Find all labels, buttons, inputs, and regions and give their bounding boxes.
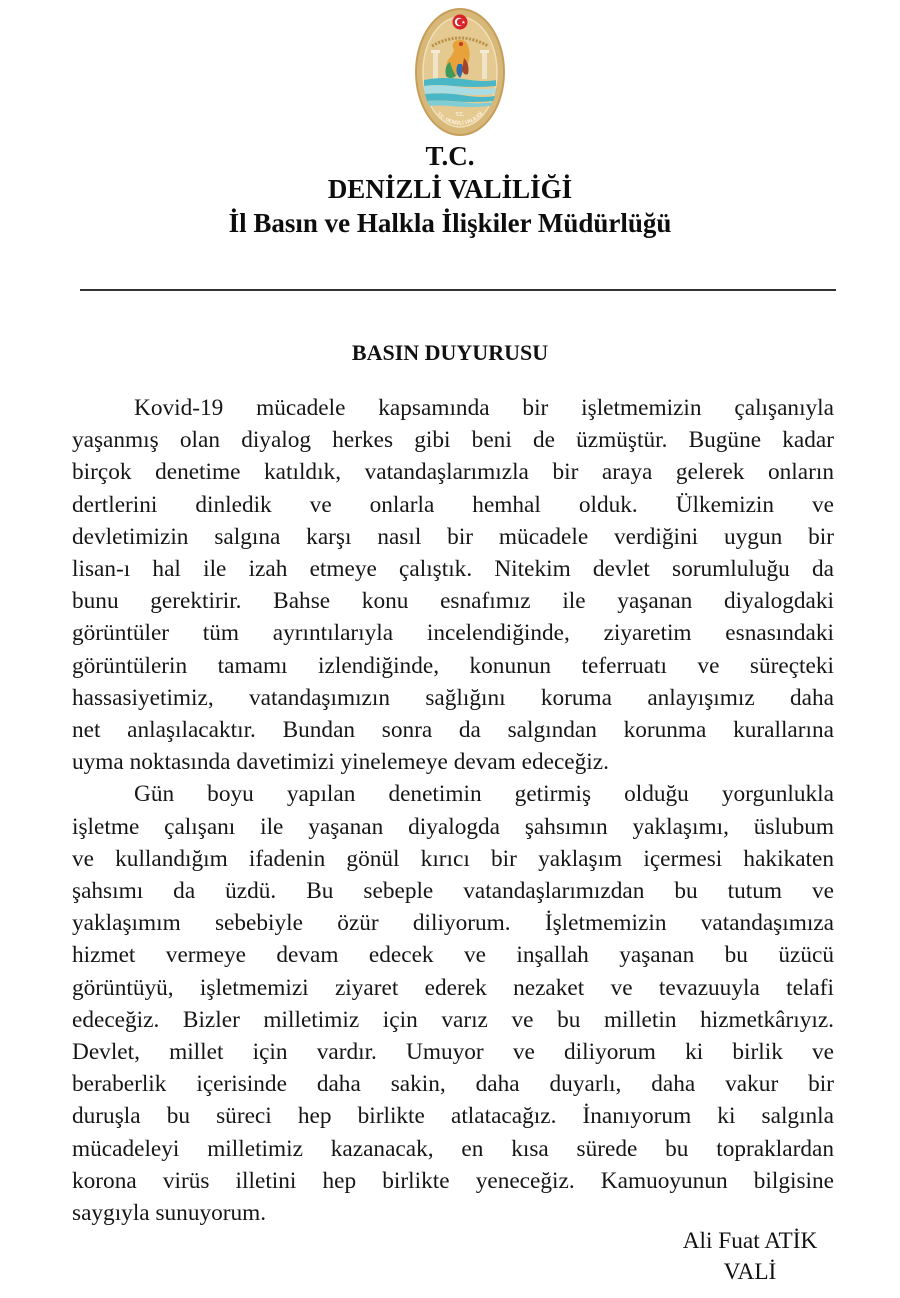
denizli-governorship-emblem <box>414 6 506 138</box>
text-line: Devlet, millet için vardır. Umuyor ve diliyorum ki birlik ve <box>72 1039 834 1066</box>
text-line: net anlaşılacaktır. Bundan sonra da salgından korunma kurallarına <box>72 717 834 744</box>
emblem-graphic <box>414 6 506 138</box>
text-line: yaklaşımım sebebiyle özür diliyorum. İşletmemizin vatandaşımıza <box>72 910 834 937</box>
signatory-name: Ali Fuat ATİK <box>682 1228 818 1254</box>
text-line: bunu gerektirir. Bahse konu esnafımız ile yaşanan diyalogdaki <box>72 588 834 615</box>
crescent-star-icon <box>453 15 468 30</box>
header-department: İl Basın ve Halkla İlişkiler Müdürlüğü <box>228 208 672 238</box>
document-body <box>72 392 834 1229</box>
document-title: BASIN DUYURUSU <box>351 340 549 365</box>
text-line: devletimizin salgına karşı nasıl bir mücadele verdiğini uygun bir <box>72 523 834 550</box>
text-line: Kovid-19 mücadele kapsamında bir işletmemizin çalışanıyla <box>134 395 834 421</box>
text-line: birçok denetime katıldık, vatandaşlarımızla bir araya gelerek onların <box>72 459 834 486</box>
text-line: edeceğiz. Bizler milletimiz için varız ve bu milletin hizmetkârıyız. <box>72 1006 834 1033</box>
text-line: yaşanmış olan diyalog herkes gibi beni de üzmüştür. Bugüne kadar <box>72 427 834 454</box>
emblem-tc-text: T.C. <box>455 112 465 118</box>
text-line: beraberlik içerisinde daha sakin, daha duyarlı, daha vakur bir <box>72 1071 834 1098</box>
text-line: mücadeleyi milletimiz kazanacak, en kısa sürede bu topraklardan <box>72 1135 834 1162</box>
signatory-title: VALİ <box>723 1259 777 1285</box>
emblem-ring-text: T.C. DENİZLİ VALİLİĞİ <box>435 111 485 127</box>
text-line: görüntülerin tamamı izlendiğinde, konunun teferruatı ve süreçteki <box>72 652 834 679</box>
paragraph-1 <box>72 392 834 778</box>
signature-block <box>640 1226 860 1288</box>
text-line: görüntüyü, işletmemizi ziyaret ederek nezaket ve tevazuuyla telafi <box>72 974 834 1001</box>
text-line: lisan-ı hal ile izah etmeye çalıştık. Nitekim devlet sorumluluğu da <box>72 556 834 583</box>
header-tc: T.C. <box>425 141 475 171</box>
text-line: korona virüs illetini hep birlikte yeneceğiz. Kamuoyunun bilgisine <box>72 1167 834 1194</box>
text-line: uyma noktasında davetimizi yinelemeye devam edeceğiz. <box>72 749 609 776</box>
text-line: hizmet vermeye devam edecek ve inşallah yaşanan bu üzücü <box>72 942 834 969</box>
text-line: hassasiyetimiz, vatandaşımızın sağlığını koruma anlayışımız daha <box>72 684 834 711</box>
text-line: ve kullandığım ifadenin gönül kırıcı bir yaklaşım içermesi hakikaten <box>72 845 834 872</box>
text-line: Gün boyu yapılan denetimin getirmiş olduğu yorgunlukla <box>134 781 834 808</box>
text-line: görüntüler tüm ayrıntılarıyla incelendiğinde, ziyaretim esnasındaki <box>72 620 834 647</box>
text-line: şahsımı da üzdü. Bu sebeple vatandaşlarımızdan bu tutum ve <box>72 878 834 905</box>
text-line: dertlerini dinledik ve onlarla hemhal olduk. Ülkemizin ve <box>72 491 834 518</box>
header-governorship: DENİZLİ VALİLİĞİ <box>327 174 573 204</box>
header-divider <box>80 289 836 291</box>
text-line: saygıyla sunuyorum. <box>72 1200 267 1227</box>
text-line: işletme çalışanı ile yaşanan diyalogda şahsımın yaklaşımı, üslubum <box>72 813 834 840</box>
text-line: duruşla bu süreci hep birlikte atlatacağız. İnanıyorum ki salgınla <box>72 1103 834 1130</box>
paragraph-2 <box>72 778 834 1229</box>
